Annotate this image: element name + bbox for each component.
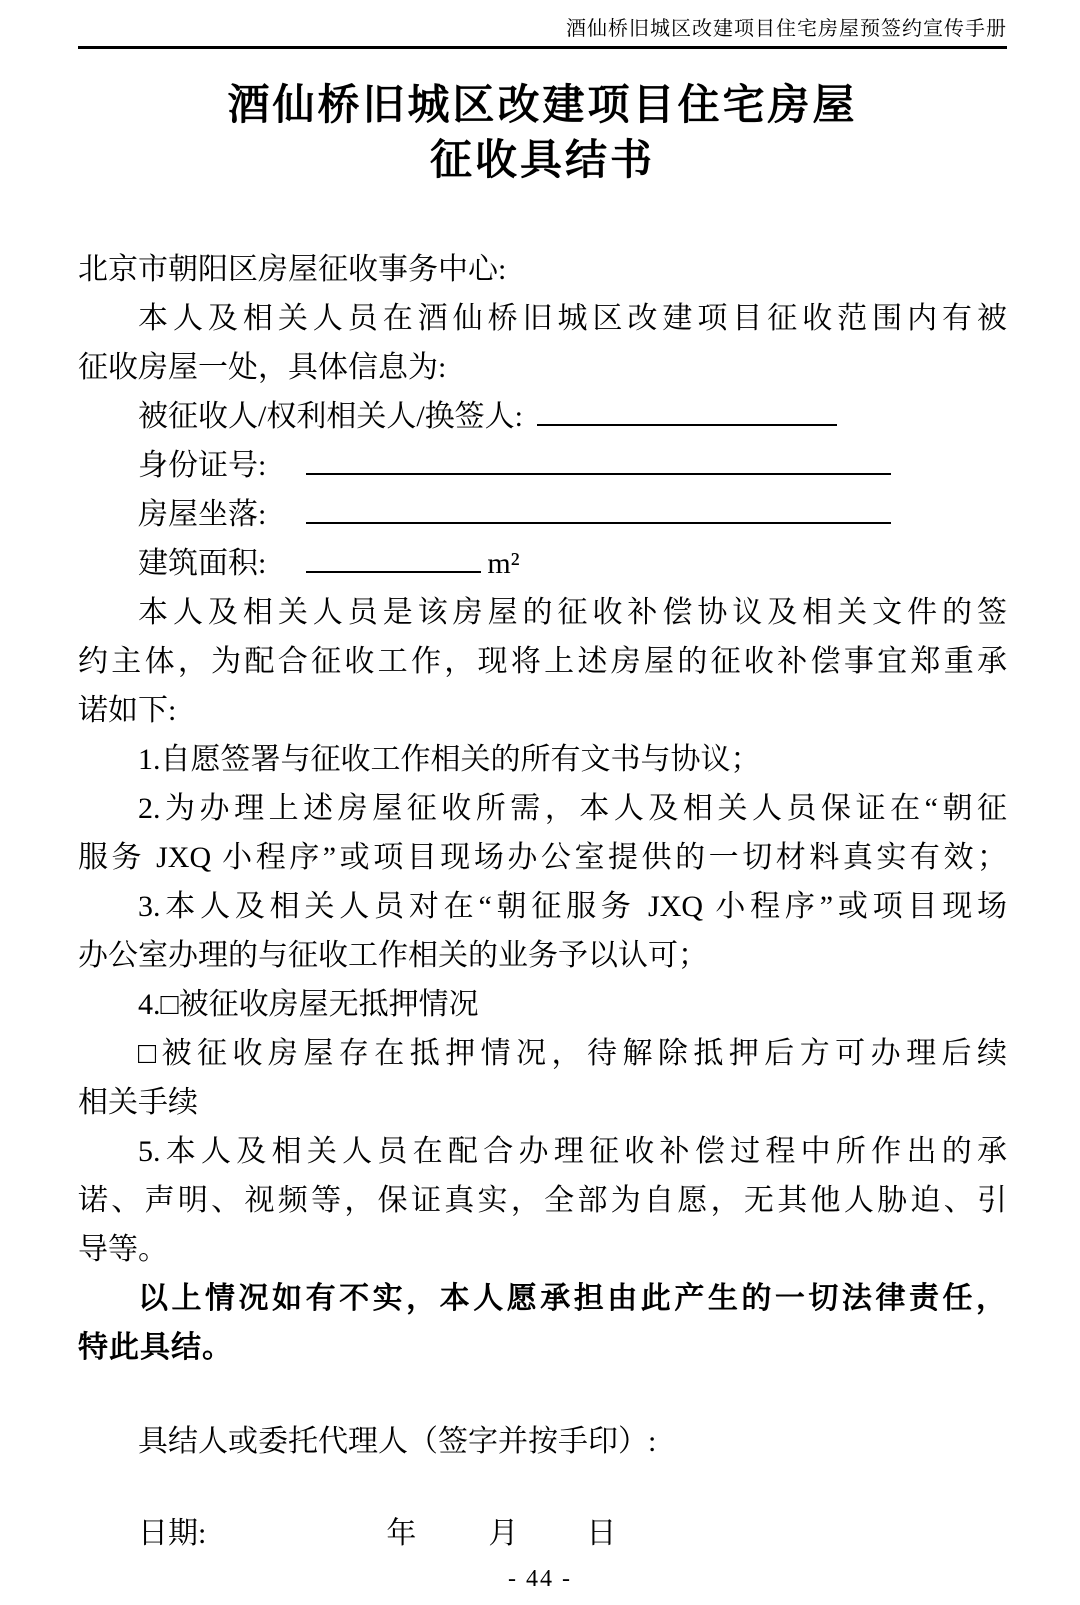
item-5-line-3: 导等。 bbox=[78, 1233, 168, 1266]
paragraph-2-line-3: 诺如下: bbox=[78, 694, 177, 727]
date-year-label: 年 bbox=[386, 1517, 417, 1550]
document-body bbox=[78, 245, 1007, 1558]
item-4-checkbox-option-2-line-2: 相关手续 bbox=[78, 1086, 198, 1119]
item-5-line-1: 5.本人及相关人员在配合办理征收补偿过程中所作出的承 bbox=[138, 1135, 1007, 1168]
field-id-number-blank bbox=[306, 443, 891, 475]
field-id-number-label: 身份证号: bbox=[138, 449, 267, 482]
paragraph-2-line-2: 约主体，为配合征收工作，现将上述房屋的征收补偿事宜郑重承 bbox=[78, 645, 1007, 678]
paragraph-2-line-1: 本人及相关人员是该房屋的征收补偿协议及相关文件的签 bbox=[138, 596, 1007, 629]
document-title-line-2: 征收具结书 bbox=[429, 138, 655, 184]
item-3-line-1: 3.本人及相关人员对在“朝征服务 JXQ 小程序”或项目现场 bbox=[138, 890, 1007, 923]
field-house-location bbox=[78, 490, 1007, 539]
item-1-line: 1.自愿签署与征收工作相关的所有文书与协议； bbox=[138, 743, 761, 776]
intro-line-1: 本人及相关人员在酒仙桥旧城区改建项目征收范围内有被 bbox=[138, 302, 1007, 335]
item-2-line-2: 服务 JXQ 小程序”或项目现场办公室提供的一切材料真实有效； bbox=[78, 841, 1007, 874]
date-line bbox=[78, 1509, 1007, 1558]
field-house-location-blank bbox=[306, 492, 891, 524]
field-floor-area-label: 建筑面积: bbox=[138, 547, 267, 580]
field-id-number bbox=[78, 441, 1007, 490]
item-3-line-2: 办公室办理的与征收工作相关的业务予以认可； bbox=[78, 939, 708, 972]
salutation-line: 北京市朝阳区房屋征收事务中心: bbox=[78, 253, 507, 286]
item-5-line-2: 诺、声明、视频等，保证真实，全部为自愿，无其他人胁迫、引 bbox=[78, 1184, 1007, 1217]
header-booklet-title: 酒仙桥旧城区改建项目住宅房屋预签约宣传手册 bbox=[566, 18, 1007, 40]
page-header bbox=[0, 0, 1080, 44]
item-4-checkbox-option-1: 4.□被征收房屋无抵押情况 bbox=[138, 988, 479, 1021]
date-month-label: 月 bbox=[488, 1517, 519, 1550]
field-owner-blank bbox=[537, 394, 837, 426]
date-label: 日期: bbox=[138, 1517, 207, 1550]
page-number: - 44 - bbox=[508, 1566, 572, 1592]
field-floor-area bbox=[78, 539, 1007, 588]
field-floor-area-blank bbox=[306, 541, 481, 573]
header-rule bbox=[78, 46, 1007, 49]
closing-statement-line-1: 以上情况如有不实，本人愿承担由此产生的一切法律责任， bbox=[138, 1282, 1007, 1315]
document-title bbox=[78, 79, 1007, 189]
item-2-line-1: 2.为办理上述房屋征收所需，本人及相关人员保证在“朝征 bbox=[138, 792, 1007, 825]
date-day-label: 日 bbox=[586, 1517, 617, 1550]
square-meter-unit: m² bbox=[487, 547, 520, 580]
document-title-line-1: 酒仙桥旧城区改建项目住宅房屋 bbox=[227, 83, 858, 129]
field-owner-label: 被征收人/权利相关人/换签人: bbox=[138, 400, 524, 433]
field-house-location-label: 房屋坐落: bbox=[138, 498, 267, 531]
field-owner bbox=[78, 392, 1007, 441]
signature-line: 具结人或委托代理人（签字并按手印）: bbox=[138, 1425, 657, 1458]
closing-statement-line-2: 特此具结。 bbox=[78, 1331, 233, 1364]
intro-line-2: 征收房屋一处，具体信息为: bbox=[78, 351, 447, 384]
item-4-checkbox-option-2-line-1: □被征收房屋存在抵押情况，待解除抵押后方可办理后续 bbox=[138, 1037, 1007, 1070]
